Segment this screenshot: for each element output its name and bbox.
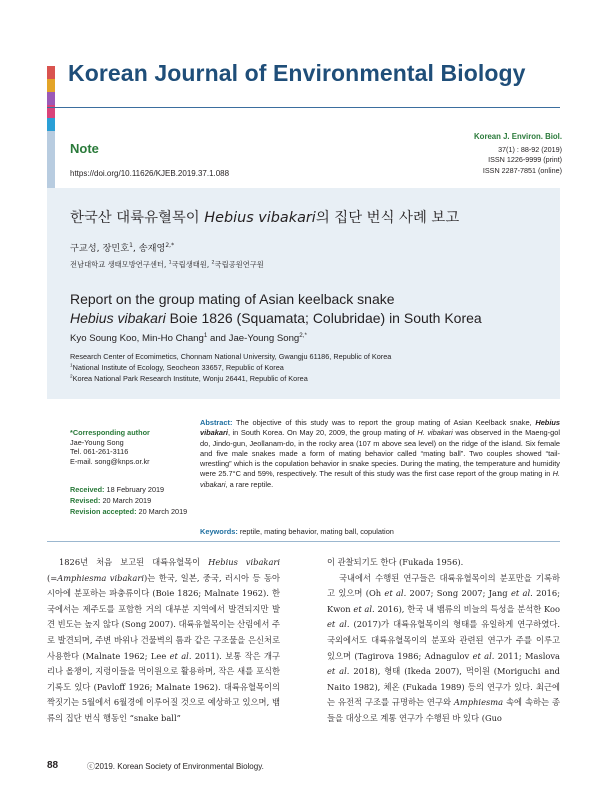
author-names: Kyo Soung Koo, Min-Ho Chang [70, 333, 204, 344]
abstract-text: , in South Korea. On May 20, 2009, the group mating of [227, 428, 418, 438]
korean-title-part: 한국산 대륙유혈목이 [70, 210, 205, 226]
accepted-date [70, 507, 187, 518]
color-bar-segment [47, 118, 55, 131]
abstract-divider [47, 541, 560, 542]
affiliation-marker: 1 [203, 331, 208, 339]
doi-link[interactable]: https://doi.org/10.11626/KJEB.2019.37.1.088 [70, 169, 230, 178]
english-affiliations [70, 351, 391, 384]
affiliation: 국립공원연구원 [214, 260, 264, 269]
affiliation-marker: 2 [70, 374, 73, 380]
english-title-line [70, 309, 482, 328]
body-text: 2016), 한국 내 뱀류의 비늘의 특성을 분석한 Koo [374, 603, 561, 614]
english-title-line: Report on the group mating of Asian keelback snake [70, 291, 395, 307]
affiliation [70, 373, 391, 384]
species-name: Hebius vibakari [208, 557, 281, 567]
et-al: et al. [327, 666, 350, 677]
korean-authors [70, 240, 174, 254]
body-paragraph [327, 571, 560, 727]
et-al: et al. [384, 588, 407, 599]
abstract [200, 418, 560, 490]
copyright: ⓒ2019. Korean Society of Environmental Biology. [87, 762, 264, 771]
journal-metadata [474, 132, 562, 176]
english-title-part: Boie 1826 (Squamata; Colubridae) in South Korea [165, 309, 482, 326]
body-paragraph [327, 555, 560, 571]
affiliation-marker: 2,* [299, 331, 307, 339]
abstract-species: Hebius vibakari [200, 418, 560, 438]
body-paragraph [47, 555, 280, 727]
abstract-species: H. vibakari [417, 428, 453, 438]
accepted-value: 20 March 2019 [136, 506, 188, 516]
abstract-text: The objective of this study was to report the group mating of Asian Keelback snake, [232, 418, 536, 427]
body-text: (= [47, 572, 58, 583]
volume-pages: 37(1) : 88-92 (2019) [498, 145, 562, 155]
body-column-left [47, 555, 280, 727]
corresponding-tel: Tel. 061-261-3116 [70, 447, 129, 457]
et-al: et al. [353, 603, 375, 614]
body-text: )는 한국, 일본, 중국, 러시아 등 동아시아에 분포하는 파충류이다 (Boie 1826; Malnate 1962). 한국에서는 제주도를 포함한 거의 대부분 지역에서 발견되지만 발견 빈도는 높지 않다 (Song 2007). 대륙유혈목이는 산림에서 주로 발견되며, 주변 바위나 건물벽의 틈과 같은 구조물을 은신처로 사용한다 (Malnate 1962; Lee [47, 572, 281, 661]
body-text: 2007; Song 2007; Jang [406, 588, 511, 599]
affiliation-marker: 1 [129, 241, 133, 249]
et-al: et al. [169, 650, 192, 661]
color-bar-segment [47, 66, 55, 79]
korean-affiliations [70, 260, 264, 270]
english-title [70, 290, 482, 327]
affiliation-text: National Institute of Ecology, Seocheon 33657, Republic of Korea [72, 363, 284, 372]
revised-value: 20 March 2019 [100, 495, 152, 505]
abstract-species: H. vibakari [200, 469, 560, 489]
page-number: 88 [47, 760, 59, 771]
affiliation: Research Center of Ecomimetics, Chonnam National University, Gwangju 61186, Republic of Korea [70, 352, 392, 361]
body-text: (2017)가 대륙유혈목이의 형태를 유일하게 연구하였다. 국외에서도 대륙유혈목이의 분포와 관련된 연구가 주를 이루고 있으며 (Tagirova 1986; Adnagulov [327, 619, 560, 661]
author-names: and Jae-Young Song [207, 333, 300, 344]
et-al: et al. [472, 650, 495, 661]
revised-label: Revised: [70, 495, 101, 505]
affiliation-marker: 2,* [165, 241, 175, 249]
author-names: , 송재영 [132, 243, 166, 254]
english-authors [70, 333, 307, 344]
korean-title-species: Hebius vibakari [204, 210, 316, 226]
author-names: 구교성, 장민호 [70, 243, 130, 254]
received-label: Received: [70, 485, 105, 494]
issn-print: ISSN 1226-9999 (print) [488, 155, 562, 165]
abstract-text: was observed in the Maeng-gol do, Jindo-gun, Jeollanam-do, in the rocky area (107 m above sea level) on the ridge of the island. Six female and five male snakes made a form of mating behavior called “mating ball”. Two couples showed “tail-wrestling” which is the copulation behavior in snake species. During the mating, the temperature and humidity were 25.7°C and 59%, respectively. The result of this study was the first case report of the group mating in [200, 428, 560, 479]
et-al: et al. [510, 588, 533, 599]
keywords-label: Keywords: [200, 527, 238, 536]
affiliation-marker: 1 [168, 260, 172, 266]
body-column-right [327, 555, 560, 727]
article-dates [70, 485, 187, 517]
journal-title: Korean Journal of Environmental Biology [68, 60, 526, 86]
body-text: 1826년 처음 보고된 대륙유혈목이 [59, 557, 209, 567]
keywords-text: reptile, mating behavior, mating ball, copulation [237, 527, 394, 536]
body-text: 2018), 형태 (Ikeda 2007), 먹이원 (Moriguchi and Naito 1982), 체온 (Fukada 1989) 등의 연구가 있다. 최근에는 유전적 구조를 규명하는 연구와 [327, 666, 560, 708]
genus-name: Amphiesma [453, 697, 504, 708]
abstract-text: , a rare reptile. [225, 479, 274, 489]
journal-citation: Korean J. Environ. Biol. [474, 132, 562, 141]
corresponding-email[interactable]: E-mail. song@knps.or.kr [70, 456, 150, 466]
revised-date [70, 496, 187, 507]
title-divider [47, 107, 560, 108]
affiliation [70, 362, 391, 373]
korean-title-part: 의 집단 번식 사례 보고 [315, 210, 460, 226]
korean-title [70, 206, 459, 227]
accepted-label: Revision accepted: [70, 506, 137, 516]
affiliation-marker: 1 [70, 363, 73, 369]
affiliation-text: Korea National Park Research Institute, Wonju 26441, Republic of Korea [72, 374, 308, 383]
et-al: et al. [327, 619, 350, 630]
affiliation: 전남대학교 생태모방연구센터, [70, 260, 169, 269]
body-text: 속에 속하는 종들을 대상으로 계통 연구가 수행된 바 있다 (Guo [327, 697, 560, 723]
abstract-label: Abstract: [200, 418, 233, 427]
corresponding-name: Jae-Young Song [70, 437, 124, 447]
article-type: Note [70, 141, 99, 156]
body-text: 국내에서 수행된 연구들은 대륙유혈목이의 분포만을 기록하고 있으며 (Oh [327, 572, 560, 599]
affiliation: 국립생태원, [171, 260, 212, 269]
body-text: 2011; Maslova [494, 650, 560, 661]
body-text: 2011). 보통 작은 개구리나 올챙이, 지렁이들을 먹이원으로 활용하며, 작은 새를 포식한 기록도 있다 (Pavloff 1926; Malnate 1962). 대륙유혈목이의 짝짓기는 5월에서 6월경에 이루어질 것으로 예상하고 있으며, 뱀류의 집단 번식 행동인 “snake ball” [47, 650, 280, 723]
corresponding-author-block [70, 428, 150, 466]
english-title-species: Hebius vibakari [70, 309, 166, 326]
color-bar-segment [47, 92, 55, 105]
body-text: 2016; Kwon [327, 588, 560, 614]
color-bar-segment [47, 79, 55, 92]
body-text: 이 관찰되기도 한다 (Fukada 1956). [327, 557, 464, 567]
species-name: Amphiesma vibakari [57, 572, 144, 583]
affiliation-marker: 2 [211, 260, 215, 266]
received-date [70, 485, 187, 496]
received-value: 18 February 2019 [104, 485, 165, 494]
keywords [200, 527, 394, 536]
corresponding-label: *Corresponding author [70, 428, 150, 437]
issn-online: ISSN 2287-7851 (online) [482, 165, 562, 175]
